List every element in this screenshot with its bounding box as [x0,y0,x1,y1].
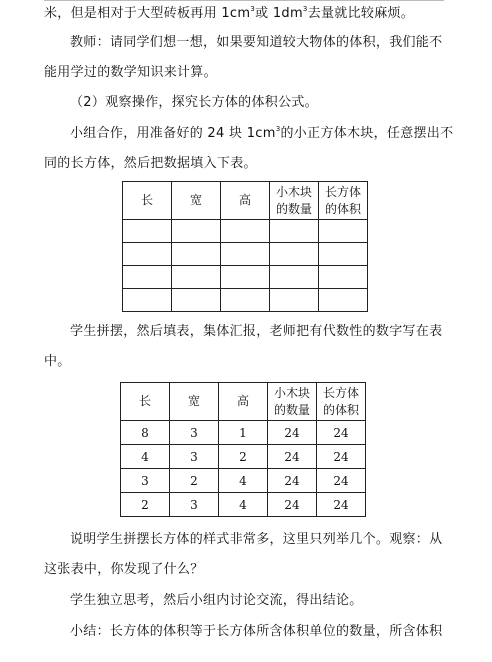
table-header-row [123,182,368,220]
header-width: 宽 [172,182,221,220]
table-cell: 4 [219,469,268,493]
header-volume: 长方体 的体积 [319,182,368,220]
table-row [121,445,366,469]
paragraph-2-line-2: 能用学过的数学知识来计算。 [44,65,217,80]
table-row [123,220,368,243]
table-cell: 3 [170,421,219,445]
table-row [123,289,368,312]
table-cell: 8 [121,421,170,445]
paragraph-6-line-1: 说明学生拼摆长方体的样式非常多，这里只列举几个。观察：从 [70,532,443,547]
table-cell: 24 [317,421,366,445]
table-cell: 4 [219,493,268,517]
table-cell: 1 [219,421,268,445]
paragraph-1: 米，但是相对于大型砖板再用 $1cm^3$或 $1dm^3$去量就比较麻烦。 [44,5,415,21]
paragraph-5-line-2: 中。 [44,354,71,369]
header-block-count: 小木块 的数量 [270,182,319,220]
header-length: 长 [121,383,170,421]
table-cell: 3 [170,493,219,517]
table-cell: 24 [317,445,366,469]
paragraph-4-line-1: 小组合作，用准备好的 24 块 $1cm^3$的小正方体木块，任意摆出不 [70,125,454,141]
table-cell: 2 [219,445,268,469]
table-row [121,421,366,445]
table-cell: 24 [268,445,317,469]
table-cell: 24 [317,469,366,493]
table-row [121,493,366,517]
header-height: 高 [219,383,268,421]
table-cell: 2 [170,469,219,493]
summary-paragraph: 小结：长方体的体积等于长方体所含体积单位的数量，所含体积 [70,624,443,639]
table-row [121,469,366,493]
table-header-row [121,383,366,421]
table-row [123,266,368,289]
section-heading: （2）观察操作，探究长方体的体积公式。 [70,95,318,110]
paragraph-5-line-1: 学生拼摆，然后填表，集体汇报，老师把有代数性的数字写在表 [70,324,443,339]
header-length: 长 [123,182,172,220]
header-volume: 长方体 的体积 [317,383,366,421]
filled-data-table [120,382,366,517]
table-cell: 2 [121,493,170,517]
paragraph-6-line-2: 这张表中，你发现了什么？ [44,562,204,577]
paragraph-4-line-2: 同的长方体，然后把数据填入下表。 [44,156,257,171]
table-cell: 4 [121,445,170,469]
table-cell: 3 [121,469,170,493]
paragraph-2-line-1: 教师：请同学们想一想，如果要知道较大物体的体积，我们能不 [70,35,443,50]
table-cell: 24 [268,493,317,517]
empty-data-table [122,181,368,312]
header-block-count: 小木块 的数量 [268,383,317,421]
table-cell: 24 [268,469,317,493]
table-cell: 3 [170,445,219,469]
table-cell: 24 [317,493,366,517]
header-height: 高 [221,182,270,220]
header-width: 宽 [170,383,219,421]
paragraph-7: 学生独立思考，然后小组内讨论交流，得出结论。 [70,593,363,608]
table-row [123,243,368,266]
table-cell: 24 [268,421,317,445]
